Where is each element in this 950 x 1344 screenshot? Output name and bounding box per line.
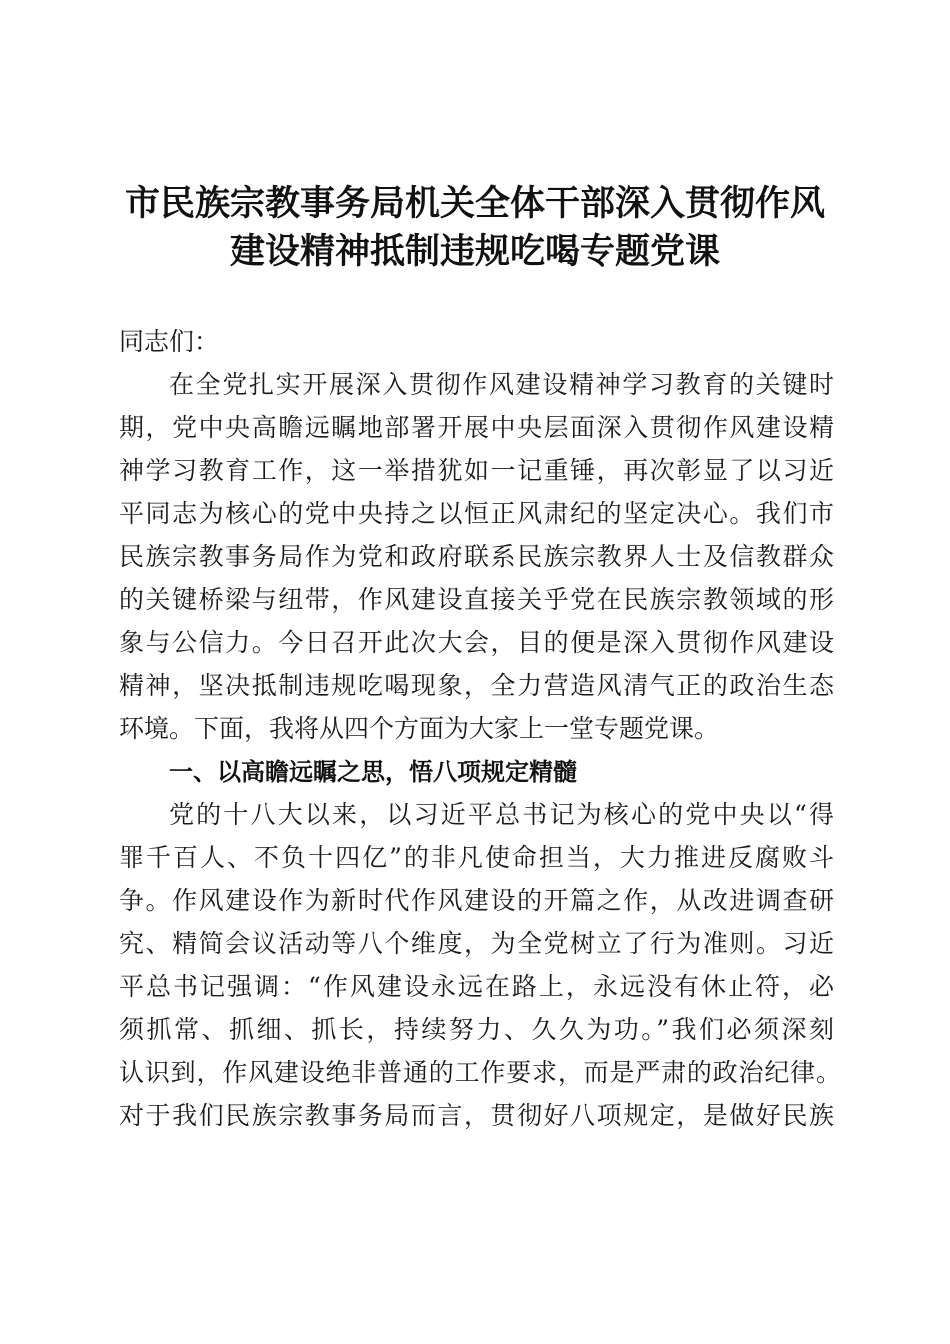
paragraph-1-line: 环境。下面，我将从四个方面为大家上一堂专题党课。	[119, 714, 720, 743]
paragraph-2-line: 党的十八大以来，以习近平总书记为核心的党中央以“得	[169, 800, 834, 829]
paragraph-2-line: 须抓常、抓细、抓长，持续努力、久久为功。”我们必须深刻	[119, 1015, 834, 1044]
section-1-heading: 一、以高瞻远瞩之思，悟八项规定精髓	[169, 758, 577, 786]
paragraph-1-line: 神学习教育工作，这一举措犹如一记重锤，再次彰显了以习近	[119, 456, 834, 485]
paragraph-2-line: 罪千百人、不负十四亿”的非凡使命担当，大力推进反腐败斗	[119, 843, 834, 872]
paragraph-2-line: 认识到，作风建设绝非普通的工作要求，而是严肃的政治纪律。	[119, 1058, 841, 1087]
paragraph-1-line: 在全党扎实开展深入贯彻作风建设精神学习教育的关键时	[169, 370, 834, 399]
paragraph-1-line: 的关键桥梁与纽带，作风建设直接关乎党在民族宗教领域的形	[119, 585, 834, 614]
paragraph-1-line: 象与公信力。今日召开此次大会，目的便是深入贯彻作风建设	[119, 628, 834, 657]
paragraph-2-line: 究、精简会议活动等八个维度，为全党树立了行为准则。习近	[119, 929, 834, 958]
paragraph-1-line: 民族宗教事务局作为党和政府联系民族宗教界人士及信教群众	[119, 542, 834, 571]
paragraph-1-line: 精神，坚决抵制违规吃喝现象，全力营造风清气正的政治生态	[119, 671, 834, 700]
document-title-line-2: 建设精神抵制违规吃喝专题党课	[229, 231, 720, 272]
paragraph-1-line: 期，党中央高瞻远瞩地部署开展中央层面深入贯彻作风建设精	[119, 413, 834, 442]
salutation: 同志们：	[119, 327, 220, 356]
document-title-line-1: 市民族宗教事务局机关全体干部深入贯彻作风	[124, 183, 825, 224]
paragraph-1-line: 平同志为核心的党中央持之以恒正风肃纪的坚定决心。我们市	[119, 499, 834, 528]
paragraph-2-line: 平总书记强调：“作风建设永远在路上，永远没有休止符，必	[119, 972, 834, 1001]
paragraph-2-line: 争。作风建设作为新时代作风建设的开篇之作，从改进调查研	[119, 886, 834, 915]
paragraph-2-line: 对于我们民族宗教事务局而言，贯彻好八项规定，是做好民族	[119, 1101, 834, 1130]
